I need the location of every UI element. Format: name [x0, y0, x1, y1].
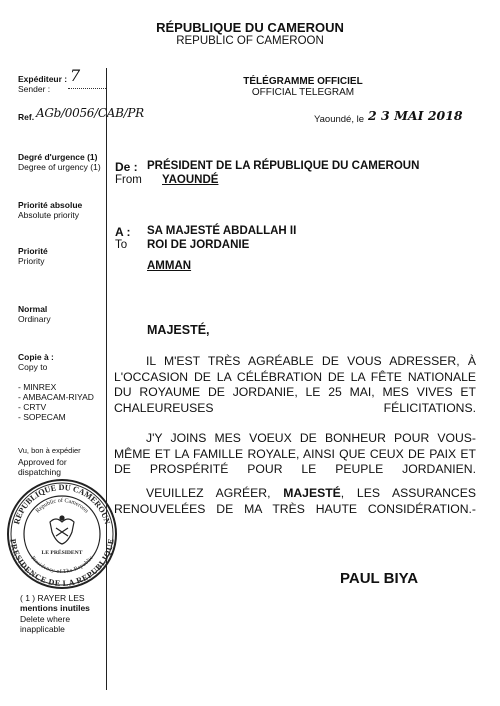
ref-value: AGb/0056/CAB/PR	[36, 106, 144, 120]
normal-label-en: Ordinary	[18, 314, 51, 324]
sender-underline	[68, 88, 106, 89]
urgency-label-en: Degree of urgency (1)	[18, 162, 101, 172]
telegram-title-en: OFFICIAL TELEGRAM	[251, 87, 355, 98]
copy-list-item: - AMBACAM-RIYAD	[18, 392, 94, 402]
sender-label-en: Sender :	[18, 84, 51, 94]
paragraph-1: IL M'EST TRÈS AGRÉABLE DE VOUS ADRESSER, À L'OCCASION DE LA CÉLÉBRATION DE LA FÊTE NATIONALE DU ROYAUME DE JORDANIE, LE 25 MAI, MES VIVES ET CHALEUREUSES FÉLICITATIONS.	[114, 354, 476, 415]
from-label: De :	[115, 160, 138, 174]
salutation: MAJESTÉ,	[147, 323, 210, 337]
from-label-en: From	[115, 174, 142, 186]
sidebar-divider	[106, 68, 107, 690]
copy-list-item: - SOPECAM	[18, 412, 66, 422]
copy-list-item: - MINREX	[18, 382, 57, 392]
from-line-2: YAOUNDÉ	[162, 174, 219, 186]
seal-center-text: LE PRÉSIDENT	[41, 550, 83, 556]
paragraph-2: J'Y JOINS MES VOEUX DE BONHEUR POUR VOUS-MÊME ET LA FAMILLE ROYALE, AINSI QUE CEUX DE PAIX ET DE PROSPÉRITÉ POUR LE PEUPLE JORDANIEN.	[114, 431, 476, 476]
sender-value: 7	[70, 66, 81, 85]
copy-label-en: Copy to	[18, 362, 48, 372]
footnote-line-3: Delete where	[20, 614, 71, 624]
sender-label: Expéditeur :	[18, 74, 68, 84]
republic-title-fr: RÉPUBLIQUE DU CAMEROUN	[156, 20, 344, 35]
seal-outer-bottom-text: PRESIDENCE DE LA REPUBLIQUE	[8, 538, 116, 589]
approved-label-en: Approved for	[18, 457, 67, 467]
date-value: 2 3 MAI 2018	[368, 108, 463, 123]
footnote-line-4: inapplicable	[20, 624, 65, 634]
priority-absolute-label-en: Absolute priority	[18, 210, 79, 220]
approved-label: Vu, bon à expédier	[18, 446, 81, 455]
seal-emblem-icon	[50, 516, 74, 544]
from-line-1: PRÉSIDENT DE LA RÉPUBLIQUE DU CAMEROUN	[147, 160, 420, 172]
paragraph-3-start: VEUILLEZ AGRÉER,	[146, 486, 284, 500]
seal-outer-top-text: REPUBLIQUE DU CAMEROUN	[12, 482, 112, 526]
normal-label: Normal	[18, 304, 48, 314]
republic-title-en: REPUBLIC OF CAMEROON	[176, 35, 324, 47]
priority-label-en: Priority	[18, 256, 45, 266]
priority-absolute-label: Priorité absolue	[18, 200, 83, 210]
to-line-1: SA MAJESTÉ ABDALLAH II	[147, 225, 297, 237]
paragraph-3-end: , LES ASSURANCES RENOUVELÉES DE MA TRÈS HAUTE CONSIDÉRATION.-	[114, 486, 476, 516]
copy-list-item: - CRTV	[18, 402, 47, 412]
footnote-line-2: mentions inutiles	[20, 603, 90, 613]
ref-label: Ref.	[18, 112, 35, 122]
approved-label-en-2: dispatching	[18, 467, 62, 477]
to-label: A :	[115, 225, 131, 239]
to-line-3: AMMAN	[147, 260, 192, 272]
copy-label: Copie à :	[18, 352, 54, 362]
svg-text:PRESIDENCE DE LA REPUBLIQUE	[8, 538, 116, 588]
paragraph-3	[114, 486, 476, 517]
seal-inner-top-text: Republic of Cameroon	[34, 497, 90, 515]
presidential-seal	[6, 478, 118, 590]
to-line-2: ROI DE JORDANIE	[147, 239, 250, 251]
svg-text:Republic of Cameroon	[35, 497, 89, 514]
date-label: Yaoundé, le	[314, 114, 365, 125]
priority-label: Priorité	[18, 246, 48, 256]
telegram-title-fr: TÉLÉGRAMME OFFICIEL	[243, 76, 363, 87]
paragraph-3-majesty: MAJESTÉ	[283, 486, 341, 500]
seal-inner-bottom-text: Presidency of The Republic	[29, 555, 95, 576]
signature: PAUL BIYA	[340, 570, 419, 587]
footnote-line-1: ( 1 ) RAYER LES	[20, 593, 85, 603]
to-label-en: To	[115, 239, 128, 251]
urgency-label: Degré d'urgence (1)	[18, 152, 98, 162]
